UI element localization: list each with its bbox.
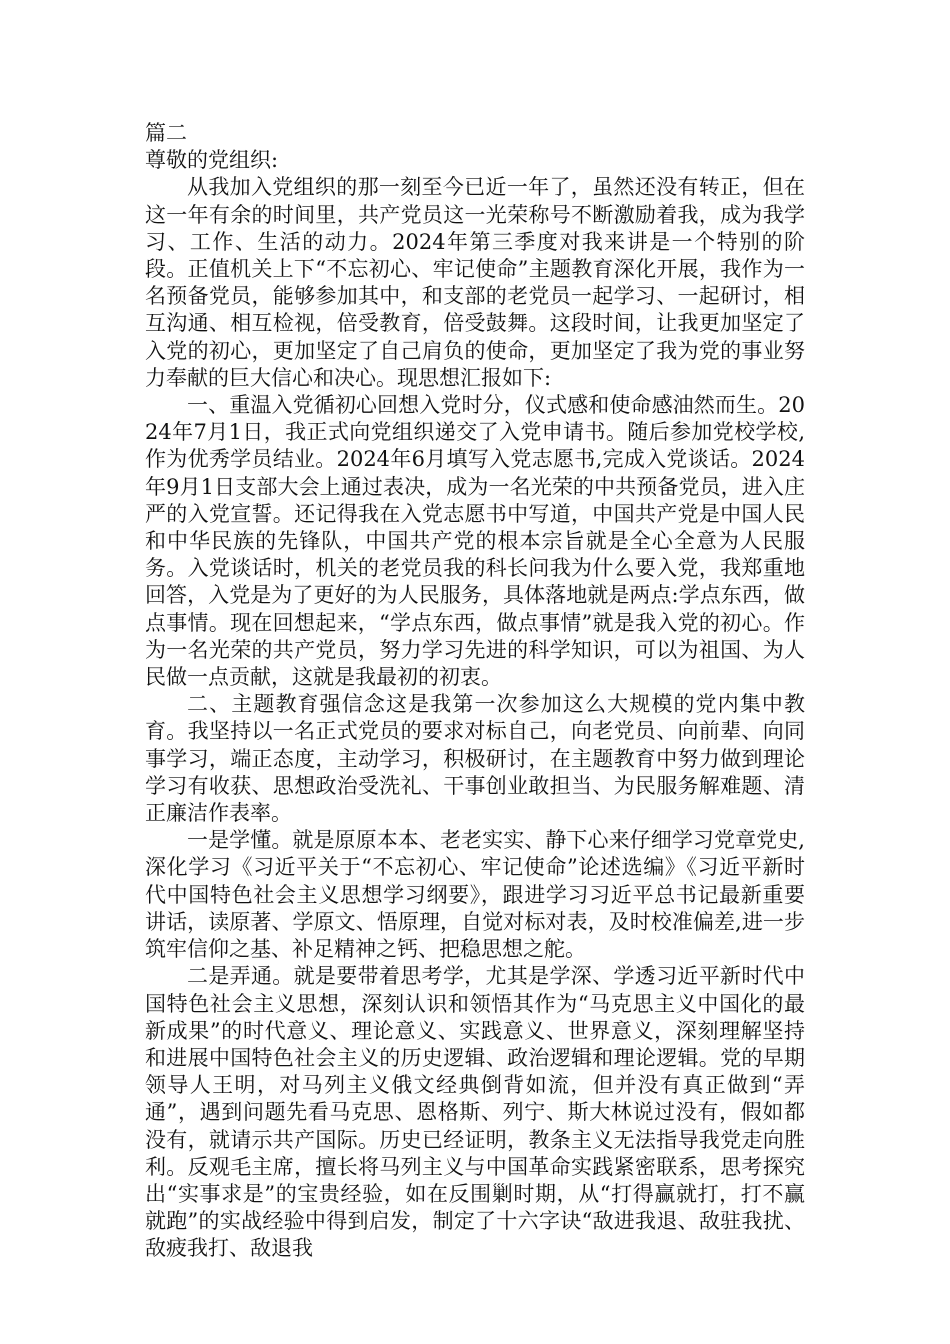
paragraph-study-comprehend: 二是弄通。就是要带着思考学，尤其是学深、学透习近平新时代中国特色社会主义思想，深刻认识和领悟其作为“马克思主义中国化的最新成果”的时代意义、理论意义、实践意义、世界意义，深刻理解坚持和进展中国特色社会主义的历史逻辑、政治逻辑和理论逻辑。党的早期领导人王明，对马列主义俄文经典倒背如流，但并没有真正做到“弄通”，遇到问题先看马克思、恩格斯、列宁、斯大林说过没有，假如都没有，就请示共产国际。历史已经证明，教条主义无法指导我党走向胜利。反观毛主席，擅长将马列主义与中国革命实践紧密联系，思考探究出“实事求是”的宝贵经验，如在反围剿时期，从“打得赢就打，打不赢就跑”的实战经验中得到启发，制定了十六字诀“敌进我退、敌驻我扰、敌疲我打、敌退我: [145, 964, 805, 1261]
document-body: [145, 120, 805, 1263]
paragraph-part-two: 二、主题教育强信念这是我第一次参加这么大规模的党内集中教育。我坚持以一名正式党员的要求对标自己，向老党员、向前辈、向同事学习，端正态度，主动学习，积极研讨，在主题教育中努力做到理论学习有收获、思想政治受洗礼、干事创业敢担当、为民服务解难题、清正廉洁作表率。: [145, 692, 805, 826]
paragraph-part-one: 一、重温入党循初心回想入党时分，仪式感和使命感油然而生。2024年7月1日，我正式向党组织递交了入党申请书。随后参加党校学校,作为优秀学员结业。2024年6月填写入党志愿书,完成入党谈话。2024年9月1日支部大会上通过表决，成为一名光荣的中共预备党员，进入庄严的入党宣誓。还记得我在入党志愿书中写道，中国共产党是中国人民和中华民族的先锋队，中国共产党的根本宗旨就是全心全意为人民服务。入党谈话时，机关的老党员我的科长问我为什么要入党，我郑重地回答，入党是为了更好的为人民服务，具体落地就是两点:学点东西，做点事情。现在回想起来，“学点东西，做点事情”就是我入党的初心。作为一名光荣的共产党员，努力学习先进的科学知识，可以为祖国、为人民做一点贡献，这就是我最初的初衷。: [145, 393, 805, 690]
paragraph-study-understand: 一是学懂。就是原原本本、老老实实、静下心来仔细学习党章党史,深化学习《习近平关于“不忘初心、牢记使命”论述选编》《习近平新时代中国特色社会主义思想学习纲要》，跟进学习习近平总书记最新重要讲话，读原著、学原文、悟原理，自觉对标对表，及时校准偏差,进一步筑牢信仰之基、补足精神之钙、把稳思想之舵。: [145, 828, 805, 962]
section-label: 篇二: [145, 121, 187, 145]
paragraph-intro: 从我加入党组织的那一刻至今已近一年了，虽然还没有转正，但在这一年有余的时间里，共产党员这一光荣称号不断激励着我，成为我学习、工作、生活的动力。2024年第三季度对我来讲是一个特别的阶段。正值机关上下“不忘初心、牢记使命”主题教育深化开展，我作为一名预备党员，能够参加其中，和支部的老党员一起学习、一起研讨，相互沟通、相互检视，倍受教育，倍受鼓舞。这段时间，让我更加坚定了入党的初心，更加坚定了自己肩负的使命，更加坚定了我为党的事业努力奉献的巨大信心和决心。现思想汇报如下:: [145, 175, 805, 390]
salutation: 尊敬的党组织:: [145, 148, 279, 173]
